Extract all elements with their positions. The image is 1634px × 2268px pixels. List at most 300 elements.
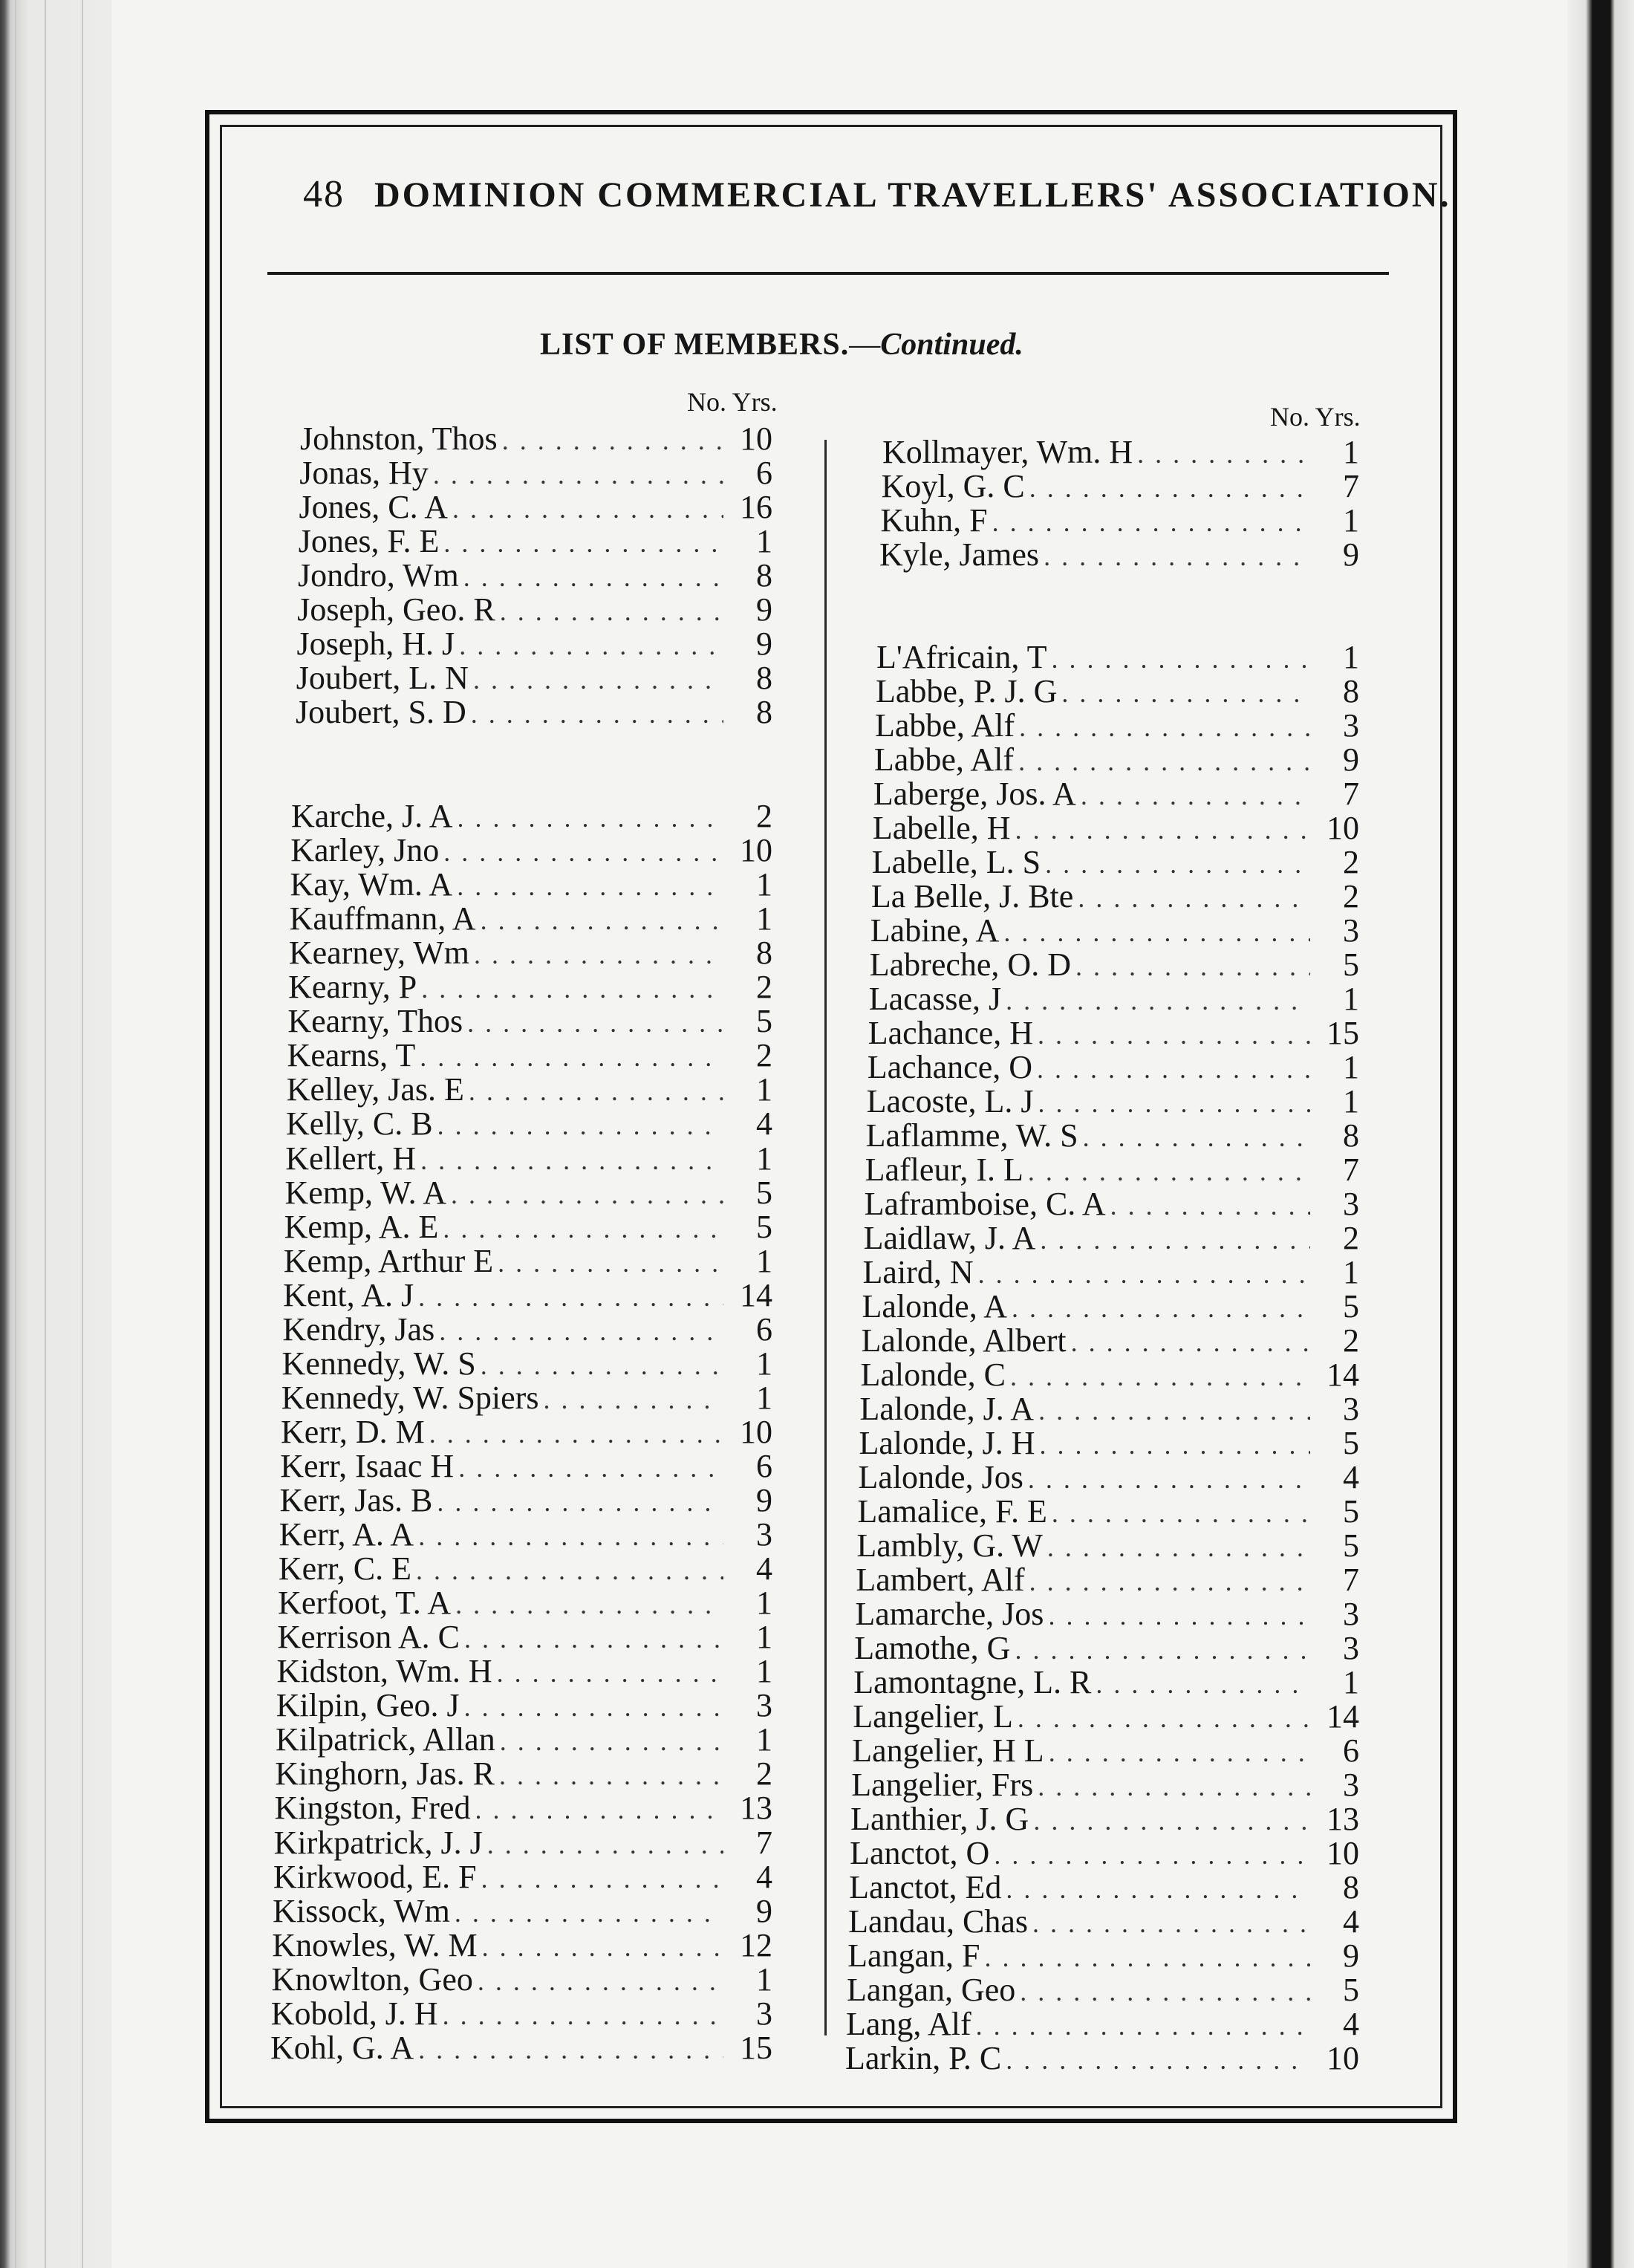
member-name: Lanthier, J. G — [850, 1801, 1029, 1837]
member-years: 10 — [1326, 810, 1359, 846]
member-years: 3 — [1342, 1767, 1359, 1803]
member-name: Knowlton, Geo — [271, 1960, 473, 1998]
member-years: 1 — [756, 1721, 772, 1758]
member-years: 10 — [740, 420, 772, 457]
dot-leader — [464, 1690, 723, 1724]
member-entry — [300, 422, 772, 456]
dot-leader — [1028, 1462, 1310, 1496]
member-name: Lalonde, C — [860, 1356, 1006, 1393]
member-entry — [882, 469, 1359, 504]
member-name: Labbe, P. J. G — [875, 673, 1058, 709]
member-entry — [870, 914, 1359, 948]
member-years: 15 — [740, 2029, 772, 2066]
member-name: Landau, Chas — [848, 1903, 1029, 1940]
member-entry — [880, 504, 1359, 538]
dot-leader — [433, 458, 723, 492]
dot-leader — [487, 1827, 723, 1862]
dot-leader — [421, 972, 723, 1006]
member-name: Jonas, Hy — [299, 455, 429, 491]
member-entry — [862, 1290, 1359, 1324]
member-entry — [849, 1871, 1359, 1905]
member-name: Kidston, Wm. H — [276, 1653, 492, 1690]
member-years: 7 — [1342, 776, 1359, 812]
member-name: Kennedy, W. S — [281, 1345, 476, 1382]
member-entry — [863, 1255, 1359, 1290]
member-name: Lamalice, F. E — [857, 1493, 1047, 1530]
member-name: Kirkpatrick, J. J — [273, 1824, 483, 1861]
member-name: Kemp, W. A — [284, 1174, 447, 1211]
member-years: 3 — [1342, 1186, 1359, 1222]
member-name: Kendry, Jas — [282, 1310, 435, 1348]
member-name: Karley, Jno — [290, 832, 440, 869]
dot-leader — [1006, 984, 1310, 1018]
list-title-continued: Continued. — [880, 328, 1023, 362]
member-entry — [847, 1973, 1359, 2007]
dot-leader — [1048, 1599, 1310, 1633]
dot-leader — [437, 1485, 723, 1519]
member-years: 7 — [1342, 1151, 1359, 1188]
member-name: Kilpin, Geo. J — [276, 1687, 460, 1724]
page-number: 48 — [303, 173, 345, 215]
member-years: 1 — [755, 1585, 772, 1622]
member-entry — [848, 1905, 1359, 1939]
member-years: 9 — [1342, 741, 1359, 778]
member-years: 1 — [1342, 1664, 1359, 1700]
member-entry — [279, 1552, 772, 1586]
member-name: Labbe, Alf — [873, 741, 1015, 778]
member-name: Kerr, D. M — [281, 1413, 425, 1450]
dot-leader — [1003, 915, 1310, 949]
member-years: 7 — [755, 1824, 772, 1861]
member-entry — [281, 1415, 772, 1449]
member-name: Lanctot, O — [850, 1835, 990, 1871]
member-entry — [284, 1176, 772, 1210]
member-years: 1 — [755, 1619, 772, 1656]
member-years: 9 — [756, 591, 772, 628]
dot-leader — [429, 1417, 723, 1451]
member-entry — [285, 1142, 772, 1176]
member-years: 1 — [755, 900, 772, 938]
member-entry — [873, 811, 1359, 845]
member-entry — [290, 868, 772, 902]
dot-leader — [1028, 1154, 1310, 1189]
member-name: Kerr, Jas. B — [279, 1482, 433, 1518]
dot-leader — [1018, 1701, 1310, 1735]
member-name: Lamontagne, L. R — [853, 1664, 1092, 1700]
member-entry — [287, 1004, 772, 1039]
member-entry — [876, 675, 1359, 709]
dot-leader — [416, 1553, 723, 1588]
dot-leader — [457, 869, 723, 903]
member-name: Kemp, A. E — [284, 1208, 439, 1245]
dot-leader — [463, 560, 723, 594]
member-entry — [860, 1358, 1359, 1392]
dot-leader — [978, 1257, 1310, 1291]
member-years: 10 — [740, 1413, 772, 1450]
member-years: 8 — [756, 660, 772, 696]
dot-leader — [455, 1588, 723, 1622]
member-name: Lamothe, G — [854, 1630, 1011, 1666]
member-years: 2 — [1342, 844, 1359, 880]
dot-leader — [459, 628, 723, 663]
member-years: 9 — [755, 1892, 772, 1929]
dot-leader — [497, 1656, 723, 1690]
dot-leader — [481, 1862, 723, 1896]
dot-leader — [498, 1246, 723, 1280]
member-years: 3 — [755, 1995, 772, 2032]
member-entry — [858, 1460, 1359, 1495]
dot-leader — [1047, 1530, 1310, 1564]
member-years: 4 — [756, 1105, 772, 1143]
dot-leader — [1137, 437, 1310, 471]
member-name: Joseph, Geo. R — [297, 591, 495, 628]
member-name: Labbe, Alf — [874, 707, 1015, 744]
dot-leader — [1033, 1804, 1310, 1838]
page-edge-line — [45, 0, 46, 2268]
member-years: 5 — [1342, 1288, 1359, 1325]
dot-leader — [418, 2033, 723, 2067]
dot-leader — [1019, 710, 1310, 744]
member-years: 1 — [1343, 434, 1359, 470]
member-years: 10 — [1326, 1835, 1359, 1871]
dot-leader — [499, 1758, 723, 1793]
member-entry — [859, 1392, 1359, 1426]
dot-leader — [1037, 1052, 1310, 1086]
dot-leader — [502, 423, 723, 458]
member-years: 1 — [755, 1960, 772, 1998]
member-years: 1 — [755, 1140, 772, 1177]
member-years: 1 — [1342, 1049, 1359, 1085]
member-entry — [298, 559, 772, 593]
member-name: Kerr, Isaac H — [280, 1447, 455, 1484]
member-name: Labelle, H — [872, 810, 1011, 846]
member-years: 5 — [1342, 1493, 1359, 1530]
member-years: 2 — [755, 1755, 772, 1793]
member-entry — [280, 1449, 772, 1484]
member-entry — [875, 709, 1359, 743]
member-years: 8 — [1342, 673, 1359, 709]
list-title-dash: — — [849, 328, 881, 362]
dot-leader — [1018, 744, 1310, 779]
dot-leader — [1038, 1086, 1310, 1120]
dot-leader — [1071, 1325, 1310, 1359]
member-name: Kearny, P — [288, 969, 417, 1006]
member-years: 2 — [755, 1037, 772, 1074]
dot-leader — [474, 938, 723, 972]
member-name: Larkin, P. C — [845, 2040, 1002, 2076]
member-years: 15 — [1326, 1015, 1359, 1051]
member-entry — [851, 1768, 1359, 1802]
member-years: 8 — [755, 935, 772, 972]
member-years: 12 — [739, 1926, 772, 1963]
member-name: Lalonde, A — [862, 1288, 1008, 1325]
member-entry — [287, 1039, 772, 1073]
member-entry — [290, 902, 772, 936]
member-years: 3 — [1342, 707, 1359, 744]
dot-leader — [439, 1314, 723, 1348]
dot-leader — [1040, 1428, 1310, 1462]
member-entry — [290, 834, 772, 868]
dot-leader — [1038, 1018, 1310, 1052]
dot-leader — [1015, 813, 1310, 847]
member-name: Knowles, W. M — [272, 1926, 478, 1963]
member-entry — [274, 1791, 772, 1825]
member-name: Koyl, G. C — [881, 468, 1025, 504]
member-years: 4 — [755, 1550, 772, 1588]
dot-leader — [1020, 1975, 1310, 2009]
dot-leader — [481, 903, 723, 938]
member-entry — [291, 799, 772, 834]
member-name: Lalonde, J. H — [859, 1425, 1035, 1461]
member-name: Labelle, L. S — [871, 844, 1041, 880]
dot-leader — [1038, 1770, 1310, 1804]
dot-leader — [481, 1348, 723, 1382]
member-name: Jones, F. E — [298, 523, 440, 559]
dot-leader — [455, 1896, 723, 1930]
dot-leader — [443, 1212, 723, 1246]
member-name: L'Africain, T — [876, 639, 1047, 675]
member-name: Kerr, A. A — [279, 1516, 414, 1553]
member-entry — [274, 1826, 772, 1860]
member-entry — [874, 743, 1359, 777]
member-entry — [282, 1347, 772, 1381]
member-years: 3 — [755, 1516, 772, 1553]
member-entry — [879, 538, 1359, 572]
member-entry — [299, 524, 772, 559]
member-years: 5 — [1342, 946, 1359, 983]
member-name: Joubert, L. N — [296, 660, 469, 696]
member-name: Lamarche, Jos — [855, 1596, 1044, 1632]
dot-leader — [418, 1280, 723, 1314]
member-name: Karche, J. A — [291, 798, 453, 834]
member-name: Kennedy, W. Spiers — [281, 1379, 539, 1416]
member-entry — [850, 1836, 1359, 1871]
right-column-header: No. Yrs. — [1270, 402, 1361, 432]
dot-leader — [500, 594, 723, 628]
column-divider — [824, 440, 827, 2035]
dot-leader — [1029, 1564, 1310, 1599]
member-name: Jones, C. A — [299, 489, 448, 525]
member-entry — [275, 1757, 772, 1791]
member-name: Johnston, Thos — [300, 420, 498, 457]
dot-leader — [1006, 1872, 1310, 1906]
member-entry — [271, 1960, 772, 1998]
dot-leader — [443, 1998, 723, 2033]
dot-leader — [1049, 1735, 1310, 1770]
member-name: Kearny, Thos — [287, 1003, 463, 1040]
member-name: Laflamme, W. S — [865, 1117, 1078, 1154]
member-years: 5 — [1342, 1972, 1359, 2008]
member-entry — [872, 845, 1359, 880]
member-years: 7 — [1342, 1562, 1359, 1598]
member-entry — [296, 661, 772, 695]
member-entry — [276, 1689, 772, 1723]
member-years: 13 — [739, 1790, 772, 1827]
member-entry — [846, 2007, 1359, 2041]
member-name: Kissock, Wm — [273, 1892, 450, 1929]
member-years: 9 — [1342, 1937, 1359, 1974]
member-name: Langan, Geo — [847, 1972, 1016, 2008]
member-entry — [852, 1734, 1359, 1768]
member-name: Kohl, G. A — [270, 2029, 414, 2066]
member-years: 13 — [1326, 1801, 1359, 1837]
member-name: Kerrison A. C — [277, 1619, 460, 1656]
member-name: Kerr, C. E — [278, 1550, 411, 1588]
member-name: Lachance, H — [868, 1015, 1034, 1051]
member-name: Kearney, Wm — [288, 935, 469, 972]
member-entry — [865, 1153, 1359, 1187]
dot-leader — [1045, 847, 1310, 881]
dot-leader — [1032, 1906, 1310, 1940]
dot-leader — [1061, 676, 1310, 710]
member-name: Kauffmann, A — [289, 900, 476, 938]
member-years: 2 — [755, 969, 772, 1006]
dot-leader — [458, 1451, 723, 1485]
member-years: 2 — [1342, 1220, 1359, 1256]
dot-leader — [443, 835, 723, 869]
member-entry — [287, 1073, 772, 1107]
member-years: 9 — [756, 626, 772, 662]
member-name: Langelier, L — [853, 1698, 1013, 1735]
member-name: Lacasse, J — [868, 981, 1002, 1017]
member-name: Labine, A — [870, 912, 1000, 949]
dot-leader — [471, 697, 723, 731]
member-entry — [271, 1997, 772, 2031]
member-entry — [845, 2041, 1359, 2076]
member-entry — [297, 593, 772, 627]
member-entry — [283, 1278, 772, 1313]
member-name: Langelier, Frs — [851, 1767, 1034, 1803]
dot-leader — [458, 801, 724, 835]
member-name: Lambert, Alf — [856, 1562, 1025, 1598]
member-years: 3 — [1342, 912, 1359, 949]
member-years: 10 — [1327, 2040, 1359, 2076]
member-name: Kelley, Jas. E — [286, 1071, 464, 1108]
member-name: Kay, Wm. A — [290, 866, 453, 903]
member-entry — [276, 1723, 772, 1757]
member-name: Kerfoot, T. A — [278, 1585, 452, 1622]
member-name: Kent, A. J — [283, 1276, 414, 1313]
member-entry — [850, 1802, 1359, 1836]
member-name: Kingston, Fred — [274, 1790, 471, 1827]
member-entry — [854, 1631, 1359, 1666]
dot-leader — [976, 2009, 1310, 2043]
member-name: Kellert, H — [285, 1140, 417, 1177]
member-years: 8 — [1342, 1117, 1359, 1154]
member-entry — [868, 1050, 1359, 1085]
member-entry — [856, 1529, 1359, 1563]
dot-leader — [1038, 1394, 1310, 1428]
member-entry — [279, 1484, 772, 1518]
member-years: 8 — [756, 557, 772, 594]
member-entry — [869, 982, 1359, 1016]
member-entry — [273, 1894, 772, 1929]
member-years: 9 — [755, 1482, 772, 1518]
dot-leader — [464, 1622, 723, 1656]
member-entry — [299, 490, 773, 524]
member-years: 1 — [755, 1345, 772, 1382]
dot-leader — [475, 1793, 723, 1827]
member-entry — [868, 1016, 1359, 1050]
member-entry — [847, 1939, 1359, 1973]
dot-leader — [994, 1838, 1310, 1872]
member-name: Lafleur, I. L — [865, 1151, 1023, 1188]
dot-leader — [1083, 1120, 1310, 1154]
member-entry — [867, 1085, 1359, 1119]
member-years: 1 — [1342, 502, 1359, 539]
member-years: 1 — [1342, 981, 1359, 1017]
member-entry — [870, 948, 1359, 982]
member-name: Kilpatrick, Allan — [276, 1721, 495, 1758]
member-entry — [297, 627, 773, 661]
member-years: 3 — [1342, 1630, 1359, 1666]
member-entry — [282, 1310, 772, 1348]
member-years: 4 — [755, 1858, 772, 1895]
page-right-edge — [1567, 0, 1634, 2268]
member-entry — [865, 1187, 1359, 1221]
member-name: Laidlaw, J. A — [863, 1220, 1036, 1256]
member-name: Laberge, Jos. A — [873, 776, 1076, 812]
member-years: 4 — [1342, 1903, 1359, 1940]
dot-leader — [1110, 1189, 1310, 1223]
dot-leader — [543, 1382, 723, 1417]
member-entry — [862, 1324, 1359, 1358]
member-name: Kirkwood, E. F — [273, 1858, 477, 1895]
dot-leader — [1081, 779, 1310, 813]
member-years: 1 — [755, 866, 772, 903]
member-name: Lalonde, J. A — [859, 1391, 1035, 1427]
dot-leader — [1051, 642, 1310, 676]
dot-leader — [1096, 1667, 1310, 1701]
member-years: 6 — [756, 455, 772, 491]
member-name: Kollmayer, Wm. H — [882, 434, 1133, 470]
dot-leader — [443, 526, 723, 560]
page-edge-line — [15, 0, 16, 2268]
member-years: 2 — [1342, 878, 1359, 914]
dot-leader — [1029, 471, 1310, 505]
running-header — [303, 172, 1451, 224]
member-entry — [299, 456, 772, 490]
member-years: 5 — [755, 1174, 772, 1211]
dot-leader — [437, 1108, 723, 1143]
member-years: 4 — [1342, 2006, 1359, 2042]
page-edge-line — [82, 0, 83, 2268]
member-entry — [278, 1586, 772, 1620]
member-years: 8 — [756, 694, 772, 730]
member-name: Lalonde, Jos — [858, 1459, 1023, 1495]
member-entry — [279, 1518, 772, 1552]
member-entry — [273, 1860, 772, 1894]
member-years: 1 — [1342, 1254, 1359, 1290]
member-entry — [876, 640, 1359, 675]
member-years: 16 — [740, 489, 772, 525]
member-entry — [277, 1654, 772, 1689]
member-years: 14 — [739, 1276, 772, 1313]
member-name: Labreche, O. D — [869, 946, 1071, 983]
member-entry — [853, 1666, 1359, 1700]
member-years: 1 — [1342, 1083, 1359, 1120]
dot-leader — [1010, 1359, 1310, 1394]
member-years: 14 — [1326, 1356, 1359, 1393]
dot-leader — [452, 492, 723, 526]
dot-leader — [451, 1177, 723, 1212]
dot-leader — [1012, 1291, 1310, 1325]
dot-leader — [469, 1074, 723, 1108]
list-title — [540, 327, 1208, 371]
member-years: 1 — [756, 523, 772, 559]
member-name: La Belle, J. Bte — [870, 878, 1074, 914]
member-entry — [289, 936, 772, 970]
